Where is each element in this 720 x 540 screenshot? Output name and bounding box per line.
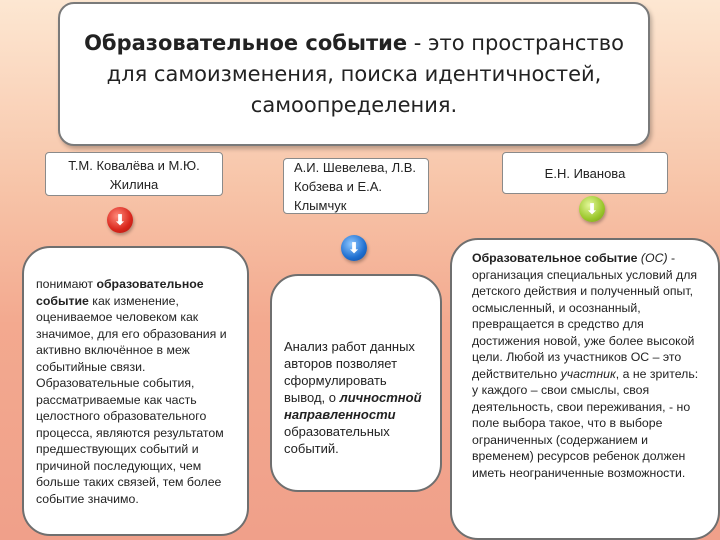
definition-text [80,28,628,121]
card-term: Образовательное событие [472,251,638,265]
card-abbr: (ОС) [637,251,668,265]
author-label: Т.М. Ковалёва и М.Ю. Жилина [68,158,200,192]
arrow-down-icon: ⬇ [107,207,133,233]
definition-rest: - это пространство для самоизменения, поиска идентичностей, самоопределения. [106,30,624,117]
card-text: образовательных событий. [284,424,390,456]
definition-term: Образовательное событие [84,30,408,55]
card-term: личностной направленности [284,390,422,422]
card-italic: участник [560,366,616,381]
arrow-down-icon: ⬇ [341,235,367,261]
card-text: как изменение, оцениваемое человеком как значимое, для его образования и активно включённое в меж событийные связи. Образовательные события, рассматриваемые как часть целостного образовательного процесса, являются результатом предшествующих событий и причиной последующих, чем больше таких связей, тем более событие значимо. [36,293,227,506]
card-text: понимают [36,277,97,291]
definition-box [58,2,650,146]
card-text: - организация специальных условий для детского действия и полученный опыт, осмысленный, и осознанный, превращается в средство для достижения новой, уже более высокой цели. Любой из участников ОС – это действительно [472,251,698,381]
author-label: А.И. Шевелева, Л.В. Кобзева и Е.А. Клымчук [294,159,417,213]
author-box-kovaleva [45,152,223,196]
card-ivanova [450,238,720,540]
card-text: Анализ работ данных авторов позволяет сформулировать вывод, о [284,339,415,405]
author-label: Е.Н. Иванова [544,165,626,181]
card-text: , а не зритель: у каждого – свои смыслы, своя деятельность, свои переживания, - но поле выбора такое, что в выборе ограниченных (содержанием и временем) ресурсов ребенок должен иметь неограниченные возможности. [472,366,699,480]
author-box-sheveleva [283,158,429,214]
card-term: образовательное событие [36,277,204,308]
card-sheveleva [270,274,442,492]
arrow-down-icon: ⬇ [579,196,605,222]
author-box-ivanova [502,152,668,194]
card-kovaleva [22,246,249,536]
